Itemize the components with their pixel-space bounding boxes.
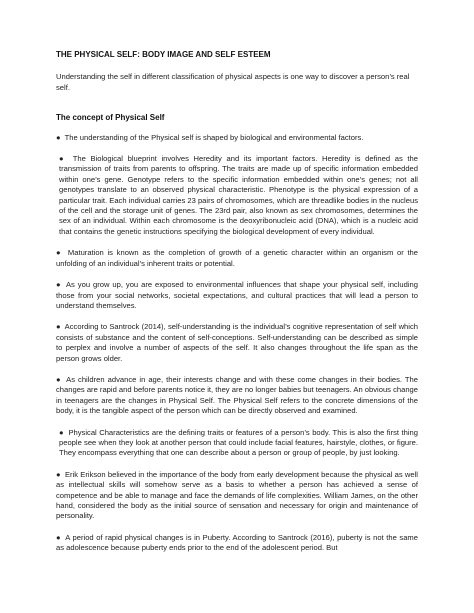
paragraph-text: The Biological blueprint involves Heredity and its important factors. Heredity is defined as the transmission of traits from parents to offspring. The traits are made up of specific information embedded within one’s gene. Genotype refers to the specific information embedded within one’s genes; not all genotypes translate to an observed physical characteristic. Phenotype is the physical expression of a particular trait. Each individual carries 23 pairs of chromosomes, which are threadlike bodies in the nucleus of the cell and the storage unit of genes. The 23rd pair, also known as sex chromosomes, determines the sex of an individual. Within each chromosome is the deoxyribonucleic acid (DNA), which is a nucleic acid that contains the genetic instructions specifying the biological development of every individual. — [59, 154, 418, 236]
paragraph-text: As children advance in age, their interests change and with these come changes in their bodies. The changes are rapid and before parents notice it, they are no longer babies but teenagers. An obvious change in teenagers are the changes in Physical Self. The Physical Self refers to the concrete dimensions of the body, it is the tangible aspect of the person which can be directly observed and examined. — [56, 374, 418, 416]
paragraph-text: Physical Characteristics are the defining traits or features of a person’s body. This is also the first thing people see when they look at another person that could include facial features, hairstyle, clothes, or figure. They encompass everything that one can describe about a person or group of people, by just looking. — [59, 427, 418, 458]
intro-paragraph: Understanding the self in different classification of physical aspects is one way to discover a person’s real self. — [56, 72, 410, 92]
paragraph-text: Maturation is known as the completion of growth of a genetic character within an organism or the unfolding of an individual’s inherent traits or potential. — [56, 248, 418, 268]
bullet-icon: ● — [56, 132, 61, 142]
bullet-icon: ● — [56, 322, 61, 332]
bullet-icon: ● — [56, 374, 62, 384]
bullet-paragraph — [56, 154, 418, 237]
bullet-icon: ● — [59, 154, 67, 164]
bullet-paragraph — [56, 470, 418, 522]
paragraph-text: A period of rapid physical changes is in Puberty. According to Santrock (2016), puberty is not the same as adolescence because puberty ends prior to the end of the adolescent period. But — [56, 532, 418, 553]
bullet-paragraph — [56, 133, 418, 143]
bullet-icon: ● — [59, 427, 64, 437]
bullet-icon: ● — [56, 248, 63, 258]
bullet-icon: ● — [56, 532, 62, 542]
bullet-paragraph — [56, 428, 418, 459]
bullet-paragraph — [56, 280, 418, 311]
bullet-icon: ● — [56, 280, 62, 290]
paragraph-text: According to Santrock (2014), self-understanding is the individual’s cognitive representation of self which consists of substance and the content of self-conceptions. Self-understanding can be described as simple to perplex and involve a number of aspects of the self. It also changes throughout the life span as the person grows older. — [56, 322, 418, 363]
document-title: THE PHYSICAL SELF: BODY IMAGE AND SELF ESTEEM — [56, 50, 271, 59]
paragraph-text: Erik Erikson believed in the importance of the body from early development because the physical as well as intellectual skills will somehow serve as a basis to whether a person has achieved a sense of competence and be able to manage and face the demands of life complexities. William James, on the other hand, considered the body as the initial source of sensation and necessary for origin and maintenance of personality. — [56, 469, 418, 521]
bullet-paragraph — [56, 248, 418, 269]
section-heading: The concept of Physical Self — [56, 113, 165, 123]
bullet-paragraph — [56, 322, 418, 364]
document-page — [56, 50, 418, 565]
bullet-paragraph — [56, 375, 418, 417]
paragraph-text: The understanding of the Physical self is shaped by biological and environmental factors. — [64, 132, 364, 142]
bullet-paragraph — [56, 533, 418, 554]
paragraph-text: As you grow up, you are exposed to environmental influences that shape your physical self, including those from your social networks, societal expectations, and cultural practices that will lead a person to understand themselves. — [56, 280, 418, 310]
bullet-icon: ● — [56, 469, 61, 479]
